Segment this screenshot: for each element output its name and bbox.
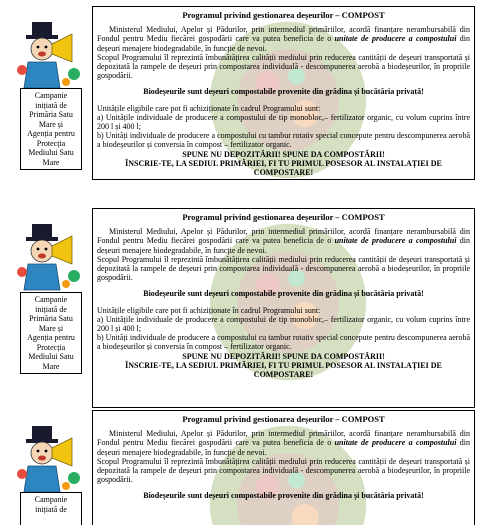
eligible-intro: Unitățile eligibile care pot fi achiziționate în cadrul Programului sunt: [97,305,321,315]
flyer-title: Programul privind gestionarea deșeurilor – COMPOST [182,212,385,222]
eligible-item-b: b) Unități individuale de producere a compostului cu tambur rotativ special concepute pentru descompunerea aerobă a biodeșeurilor și conversia în compost – fertilizator organic. [97,131,470,150]
flyer-box [92,410,475,525]
flyer-box [92,6,475,180]
caption-line: inițiată de [35,304,67,314]
emphasis-text: unitate de producere a compostului [334,236,457,246]
caption-line: Mediului Satu [28,352,74,361]
flyer-content [93,7,474,179]
campaign-caption [20,292,82,374]
caption-line: Mare și [38,323,64,333]
intro-paragraph: Ministerul Mediului, Apelor și Pădurilor, prin intermediul primăriilor, acordă finanțare nerambursabilă din Fondul pentru Mediu fiecărei gospodării care va putea beneficia de o unitate de producere a compostului din deșeuri menajere biodegradabile, în funcție de nevoi. [97,429,470,457]
caption-line: Mediului Satu [28,148,74,157]
scope-paragraph: Scopul Programului îl reprezintă îmbunătățirea calității mediului prin reducerea cantității de deșeuri transportată și depozitată la rampele de deșeuri prin compostarea individuală - descompunerea aerobă a biodeșeurilor, în propriile gospodării. [97,52,470,81]
flyer-title: Programul privind gestionarea deșeurilor – COMPOST [182,10,385,20]
eligible-intro: Unitățile eligibile care pot fi achiziționate în cadrul Programului sunt: [97,103,321,113]
highlight-text: Biodeșeurile sunt deșeuri compostabile provenite din grădina și bucătăria privată! [143,491,424,501]
eligible-item-a: a) Unitățile individuale de producere a compostului de tip monobloc,– fertilizator organic, cu volum cuprins între 200 l și 400 l; [97,112,470,132]
call-to-action: ÎNSCRIE-TE, LA SEDIUL PRIMĂRIEI, FI TU PRIMUL POSESOR AL INSTALAȚIEI DE COMPOSTARE! [125,158,442,178]
flyer-content [93,209,474,381]
flyer-title: Programul privind gestionarea deșeurilor – COMPOST [182,414,385,424]
highlight-text: Biodeșeurile sunt deșeuri compostabile provenite din grădina și bucătăria privată! [143,87,424,97]
campaign-caption [20,88,82,170]
caption-line: inițiată de [35,504,67,514]
caption-line: Mare și [38,119,64,129]
flyer-box [92,208,475,408]
scope-paragraph: Scopul Programului îl reprezintă îmbunătățirea calității mediului prin reducerea cantității de deșeuri transportată și depozitată la rampele de deșeuri prin compostarea individuală - descompunerea aerobă a biodeșeurilor, în propriile gospodării. [97,456,470,485]
emphasis-text: unitate de producere a compostului [334,438,457,448]
emphasis-text: unitate de producere a compostului [334,34,457,44]
caption-line: Agenția pentru [27,129,75,138]
mascot-icon [14,222,84,292]
slogan: SPUNE NU DEPOZITĂRII! SPUNE DA COMPOSTĂRII! [182,351,385,361]
slogan: SPUNE NU DEPOZITĂRII! SPUNE DA COMPOSTĂRII! [182,149,385,159]
caption-line: Campanie [34,91,68,100]
caption-line: Primăria Satu [29,314,73,323]
caption-line: Primăria Satu [29,110,73,119]
mascot-icon [14,424,84,494]
scope-paragraph: Scopul Programului îl reprezintă îmbunătățirea calității mediului prin reducerea cantității de deșeuri transportată și depozitată la rampele de deșeuri prin compostarea individuală - descompunerea aerobă a biodeșeurilor, în propriile gospodării. [97,254,470,283]
mascot-icon [14,20,84,90]
caption-line: Mare [42,361,60,371]
caption-line: Protecția [36,342,66,352]
intro-paragraph: Ministerul Mediului, Apelor și Pădurilor, prin intermediul primăriilor, acordă finanțare nerambursabilă din Fondul pentru Mediu fiecărei gospodării care va putea beneficia de o unitate de producere a compostului din deșeuri menajere biodegradabile, în funcție de nevoi. [97,227,470,255]
eligible-item-a: a) Unitățile individuale de producere a compostului de tip monobloc,– fertilizator organic, cu volum cuprins între 200 l și 400 l; [97,314,470,334]
campaign-caption [20,492,82,525]
eligible-item-b: b) Unități individuale de producere a compostului cu tambur rotativ special concepute pentru descompunerea aerobă a biodeșeurilor și conversia în compost – fertilizator organic. [97,333,470,352]
caption-line: Campanie [34,495,68,504]
flyer-content [93,411,474,510]
intro-paragraph: Ministerul Mediului, Apelor și Pădurilor, prin intermediul primăriilor, acordă finanțare nerambursabilă din Fondul pentru Mediu fiecărei gospodării care va putea beneficia de o unitate de producere a compostului din deșeuri menajere biodegradabile, în funcție de nevoi. [97,25,470,53]
caption-line: inițiată de [35,100,67,110]
caption-line: Agenția pentru [27,333,75,342]
call-to-action: ÎNSCRIE-TE, LA SEDIUL PRIMĂRIEI, FI TU PRIMUL POSESOR AL INSTALAȚIEI DE COMPOSTARE! [125,360,442,380]
highlight-text: Biodeșeurile sunt deșeuri compostabile provenite din grădina și bucătăria privată! [143,289,424,299]
caption-line: Protecția [36,138,66,148]
caption-line: Campanie [34,295,68,304]
caption-line: Mare [42,157,60,167]
